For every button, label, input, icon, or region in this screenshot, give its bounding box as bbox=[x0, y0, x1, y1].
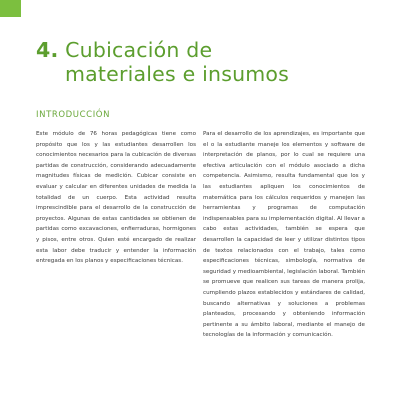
corner-tab bbox=[0, 0, 21, 17]
left-column bbox=[36, 129, 196, 267]
chapter-title-line2: materiales e insumos bbox=[65, 62, 290, 86]
left-paragraph: Este módulo de 76 horas pedagógicas tiene como propósito que los y las estudiantes desarrollen los conocimientos necesarios para la cubicación de diversas partidas de construcción, considerando adecuadamente magnitudes físicas de medición. Cubicar consiste en evaluar y calcular en diferentes unidades de medida la totalidad de un cuerpo. Esta actividad resulta imprescindible para el desarrollo de la construcción de proyectos. Algunas de estas cantidades se obtienen de partidas como excavaciones, enfierraduras, hormigones y pisos, entre otros. Quien esté encargado de realizar esta labor debe traducir y entender la información entregada en los planos y especificaciones técnicas. bbox=[36, 131, 196, 265]
chapter-title-line1: Cubicación de bbox=[65, 38, 213, 62]
right-column bbox=[203, 129, 365, 341]
chapter-number: 4. bbox=[36, 38, 59, 62]
section-heading: INTRODUCCIÓN bbox=[36, 110, 111, 120]
right-paragraph: Para el desarrollo de los aprendizajes, es importante que el o la estudiante maneje los elementos y software de interpretación de planos, por lo cual se requiere una efectiva articulación con el módulo asociado a dicha competencia. Asimismo, resulta fundamental que los y las estudiantes apliquen los conocimientos de matemática para los cálculos requeridos y manejen las herramientas y programas de computación indispensables para su implementación digital. Al llevar a cabo estas actividades, también se espera que desarrollen la capacidad de leer y utilizar distintos tipos de textos relacionados con el trabajo, tales como especificaciones técnicas, simbología, normativa de seguridad y medioambiental, legislación laboral. También se promueve que realicen sus tareas de manera prolija, cumpliendo plazos establecidos y estándares de calidad, buscando alternativas y soluciones a problemas planteados, procesando y obteniendo información pertinente a su ámbito laboral, mediante el manejo de tecnologías de la información y comunicación. bbox=[203, 131, 365, 339]
chapter-title bbox=[36, 38, 289, 86]
